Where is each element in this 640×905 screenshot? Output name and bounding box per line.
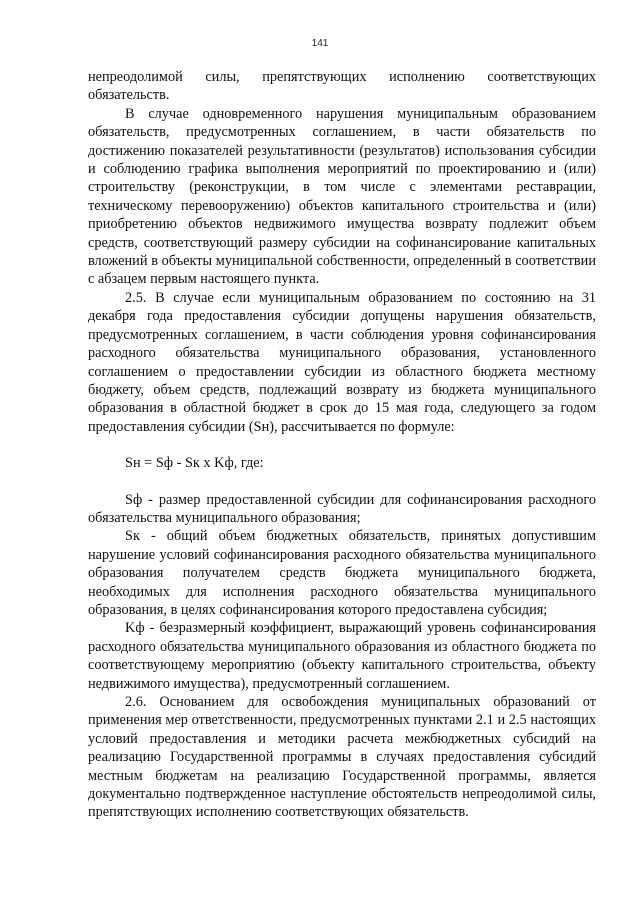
paragraph-continuation: непреодолимой силы, препятствующих исполнению соответствующих обязательств.	[88, 69, 596, 104]
document-body	[88, 68, 596, 822]
formula: Sн = Sф - Sк х Kф, где:	[125, 455, 264, 472]
definition-sf: Sф - размер предоставленной субсидии для софинансирования расходного обязательства муниципального образования;	[88, 491, 596, 526]
paragraph-2-6: 2.6. Основанием для освобождения муниципальных образований от применения мер ответственности, предусмотренных пунктами 2.1 и 2.5 настоящих условий предоставления и методики расчета межбюджетных субсидий на реализацию Государственной программы в случаях предоставления субсидий местным бюджетам на реализацию Государственной программы, является документально подтвержденное наступление обстоятельств непреодолимой силы, препятствующих исполнению соответствующих обязательств.	[88, 694, 596, 821]
paragraph-2-5: 2.5. В случае если муниципальным образованием по состоянию на 31 декабря года предоставления субсидии допущены нарушения обязательств, предусмотренных соглашением, в части соблюдения уровня софинансирования расходного обязательства муниципального образования, установленного соглашением о предоставлении субсидии из областного бюджета местному бюджету, объем средств, подлежащий возврату из бюджета муниципального образования в областной бюджет в срок до 15 мая года, следующего за годом предоставления субсидии (Sн), рассчитывается по формуле:	[88, 289, 596, 435]
paragraph-violation-case: В случае одновременного нарушения муниципальным образованием обязательств, предусмотренных соглашением, в части обязательств по достижению показателей результативности (результатов) использования субсидии и соблюдению графика выполнения мероприятий по проектированию и (или) строительству (реконструкции, в том числе с элементами реставрации, техническому перевооружению) объектов капитального строительства и (или) приобретению объектов недвижимого имущества возврату подлежит объем средств, соответствующий размеру субсидии на софинансирование капитальных вложений в объекты муниципальной собственности, определенный в соответствии с абзацем первым настоящего пункта.	[88, 105, 596, 288]
definition-sk: Sк - общий объем бюджетных обязательств, принятых допустившим нарушение условий софинансирования расходного обязательства муниципального образования получателем средств бюджета муниципального бюджета, необходимых для исполнения расходного обязательства муниципального образования, в целях софинансирования которого предоставлена субсидия;	[88, 528, 596, 618]
definition-kf: Kф - безразмерный коэффициент, выражающий уровень софинансирования расходного обязательства муниципального образования из областного бюджета по соответствующему мероприятию (объекту капитального строительства, объекту недвижимого имущества), предусмотренный соглашением.	[88, 620, 596, 692]
page-number: 141	[311, 38, 329, 49]
